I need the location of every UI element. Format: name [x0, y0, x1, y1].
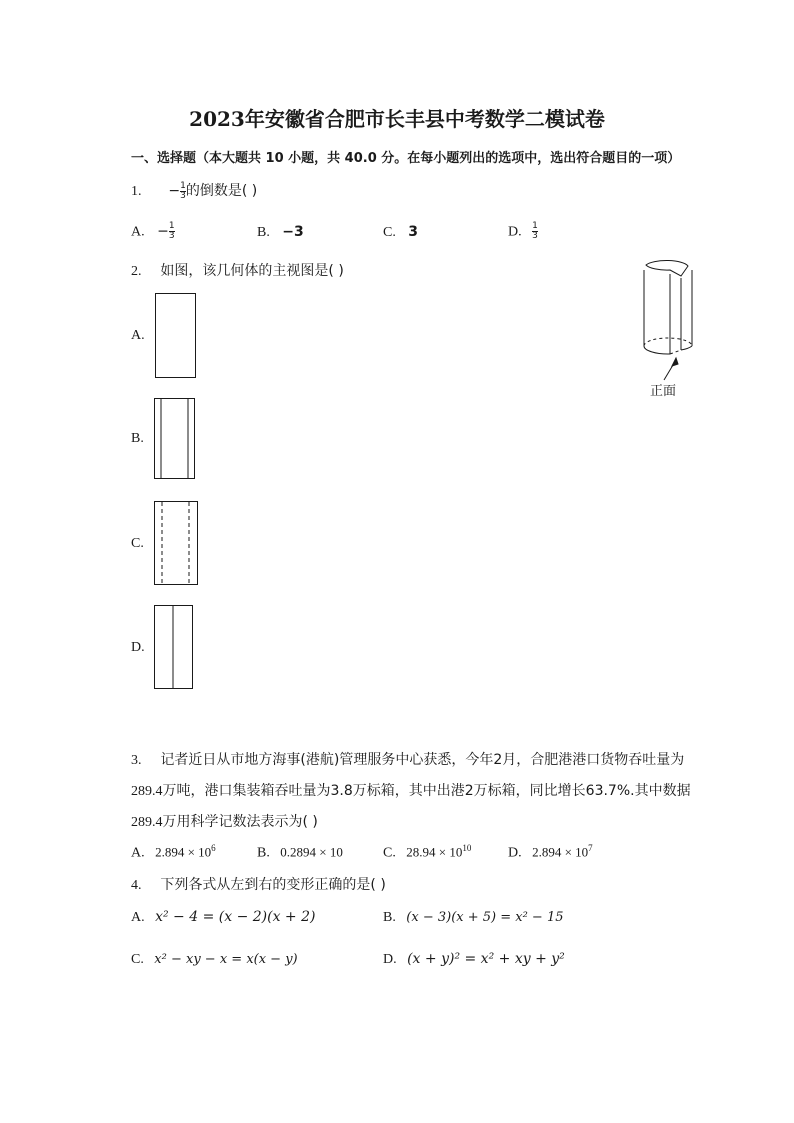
solid-figure	[636, 258, 706, 400]
option-a[interactable]: A. − $\frac{1}{3}$	[131, 221, 175, 241]
option-a[interactable]: A.	[131, 328, 145, 343]
option-b[interactable]: B.	[131, 431, 144, 446]
option-b-figure[interactable]	[154, 398, 198, 480]
question-text: 下列各式从左到右的变形正确的是( )	[160, 877, 386, 893]
option-a[interactable]: A. $2.894 \times 10^6$	[131, 843, 216, 861]
fraction: $\frac{1}{3}$	[180, 180, 186, 201]
minus-sign: −	[168, 183, 181, 199]
option-c[interactable]: C. 3	[383, 224, 419, 240]
question-3-line-3: 289.4万用科学记数法表示为( )	[131, 814, 318, 830]
option-d[interactable]: D. (x + y)² = x² + xy + y²	[383, 951, 565, 967]
option-b[interactable]: B. 0.2894 × 10	[257, 844, 343, 861]
option-d-figure[interactable]	[154, 605, 196, 691]
question-2	[131, 260, 344, 280]
option-c[interactable]: C. $28.94 \times 10^{10}$	[383, 843, 472, 861]
option-c-figure[interactable]	[154, 501, 200, 587]
figure-label: 正面	[650, 384, 677, 399]
question-number: 3.	[131, 753, 142, 768]
question-number: 2.	[131, 264, 142, 279]
question-1	[131, 180, 257, 201]
option-b[interactable]: B. (x − 3)(x + 5) = x² − 15	[383, 910, 564, 925]
section-heading: 一、选择题（本大题共 10 小题，共 40.0 分。在每小题列出的选项中，选出符合题目的一项）	[131, 151, 681, 166]
question-number: 4.	[131, 878, 142, 893]
option-d[interactable]: D. $2.894 \times 10^7$	[508, 843, 593, 861]
option-b[interactable]: B. −3	[257, 224, 304, 240]
question-3-line-1: 3. 记者近日从市地方海事(港航)管理服务中心获悉，今年2月，合肥港港口货物吞吐量为	[131, 752, 685, 768]
question-text: 的倒数是( )	[185, 183, 258, 199]
option-d[interactable]: D. $\frac{1}{3}$	[508, 221, 538, 241]
option-d[interactable]: D.	[131, 640, 145, 655]
question-3-line-2: 289.4万吨，港口集装箱吞吐量为3.8万标箱，其中出港2万标箱，同比增长63.7%.其中数据	[131, 783, 691, 799]
question-4	[131, 874, 386, 894]
fraction: $\frac{1}{3}$	[168, 221, 175, 241]
option-a[interactable]: A. x² − 4 = (x − 2)(x + 2)	[131, 909, 316, 925]
option-a-figure[interactable]	[155, 293, 196, 378]
option-c[interactable]: C.	[131, 536, 144, 551]
option-c[interactable]: C. x² − xy − x = x(x − y)	[131, 952, 298, 967]
page-title: 2023年安徽省合肥市长丰县中考数学二模试卷	[189, 107, 605, 131]
fraction: $\frac{1}{3}$	[532, 221, 538, 241]
question-text: 如图，该几何体的主视图是( )	[160, 263, 344, 279]
question-number: 1.	[131, 184, 142, 199]
